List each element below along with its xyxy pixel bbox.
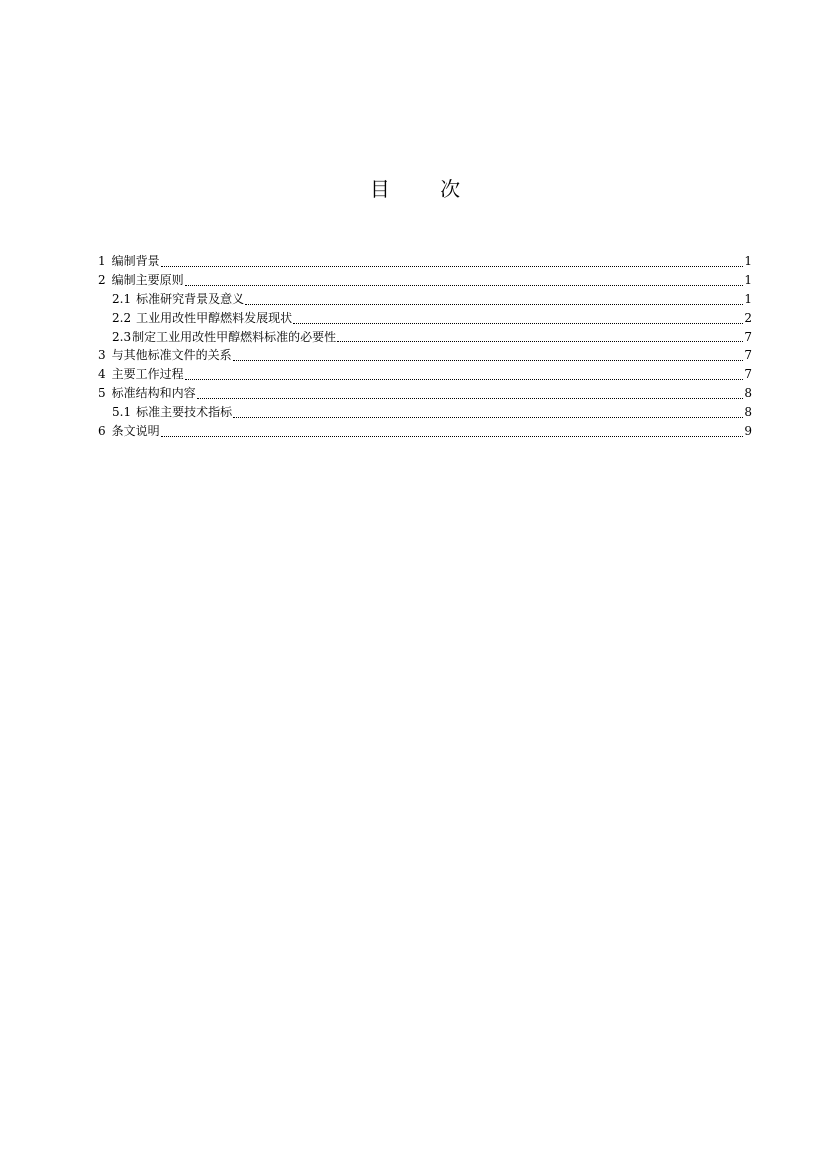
toc-entry[interactable] [98, 290, 752, 309]
toc-entry-page: 1 [744, 254, 752, 268]
toc-entry-number: 5.1 [112, 405, 132, 420]
toc-entry-page: 8 [744, 386, 752, 401]
toc-entry-number: 6 [98, 424, 106, 439]
toc-entry-text: 标准结构和内容 [111, 386, 196, 401]
toc-entry-number: 1 [98, 254, 106, 268]
toc-entry-text: 标准研究背景及意义 [136, 291, 245, 306]
toc-leader-dots [185, 285, 744, 286]
toc-entry-page: 1 [744, 291, 752, 306]
toc-entry-page: 7 [744, 367, 752, 382]
toc-leader-dots [233, 360, 744, 361]
toc-leader-dots [161, 436, 744, 437]
toc-title: 目 次 [369, 177, 483, 201]
toc-entry-number: 5 [98, 386, 106, 401]
toc-entry-text: 制定工业用改性甲醇燃料标准的必要性 [132, 329, 337, 344]
toc-entry-page: 2 [744, 310, 752, 325]
toc-leader-dots [337, 341, 743, 342]
toc-entry[interactable] [98, 346, 752, 365]
toc-entry-number: 3 [98, 348, 106, 363]
toc-entry-text: 标准主要技术指标 [136, 405, 233, 420]
toc-entry[interactable] [98, 422, 752, 441]
toc-leader-dots [293, 323, 743, 324]
toc-entry[interactable] [98, 252, 752, 271]
toc-entry[interactable] [98, 271, 752, 290]
toc-leader-dots [245, 304, 743, 305]
toc-leader-dots [185, 379, 744, 380]
toc-entry-number: 2 [98, 272, 106, 287]
toc-entry-page: 7 [744, 348, 752, 363]
toc-leader-dots [161, 266, 744, 267]
toc-entry-page: 9 [744, 424, 752, 439]
toc-leader-dots [233, 417, 743, 418]
toc-entry[interactable] [98, 403, 752, 422]
toc-entry[interactable] [98, 365, 752, 384]
toc-entry-number: 4 [98, 367, 106, 382]
toc-entry-page: 8 [744, 405, 752, 420]
toc-entry[interactable] [98, 309, 752, 328]
toc-entry[interactable] [98, 328, 752, 347]
toc-entry-text: 编制背景 [111, 254, 160, 268]
toc-entry-page: 1 [744, 272, 752, 287]
toc-entry-text: 条文说明 [111, 424, 160, 439]
toc-entry-page: 7 [744, 329, 752, 344]
toc-entry-text: 编制主要原则 [111, 272, 184, 287]
table-of-contents [98, 252, 752, 441]
toc-entry-number: 2.1 [112, 291, 132, 306]
toc-entry-number: 2.2 [112, 310, 132, 325]
toc-entry[interactable] [98, 384, 752, 403]
toc-entry-number: 2.3 [112, 329, 132, 344]
toc-leader-dots [197, 398, 744, 399]
toc-entry-text: 主要工作过程 [111, 367, 184, 382]
toc-entry-text: 工业用改性甲醇燃料发展现状 [136, 310, 293, 325]
toc-entry-text: 与其他标准文件的关系 [111, 348, 232, 363]
